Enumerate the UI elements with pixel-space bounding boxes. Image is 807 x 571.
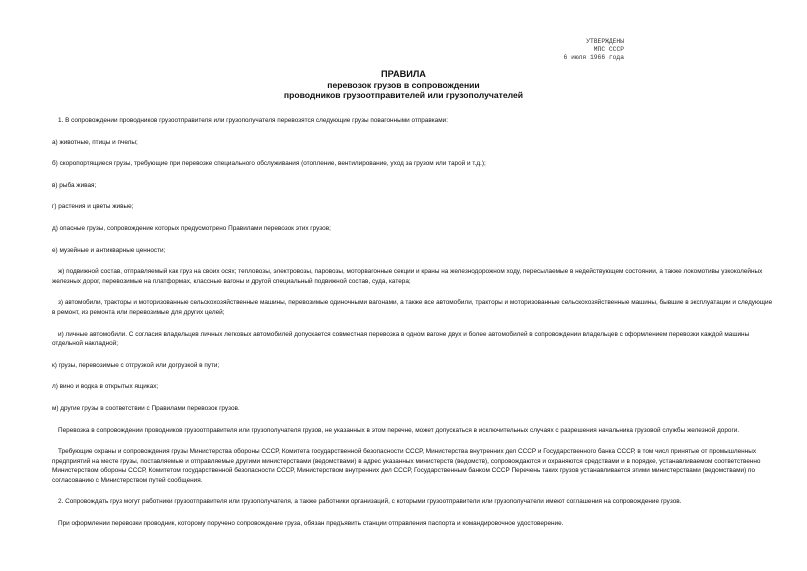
title-subtitle-2: проводников грузоотправителей или грузополучателей	[283, 90, 524, 100]
list-item-z: з) автомобили, тракторы и моторизованные сельскохозяйственные машины, перевозимые одиночными вагонами, а также все автомобили, тракторы и моторизованные сельскохозяйственные машины, бывшие в эксплуатации и следующие в ремонт, из ремонта или перевозимые для других целей;	[52, 299, 773, 316]
approval-line-ministry: МПС СССР	[593, 46, 624, 53]
title-subtitle-1: перевозок грузов в сопровождении	[327, 79, 480, 90]
paragraph-3: При оформлении перевозки проводник, которому поручено сопровождение груза, обязан предъявить станции отправления паспорта и командировочное удостоверение.	[58, 520, 564, 528]
title-rules: ПРАВИЛА	[381, 69, 426, 79]
list-item-a: а) животные, птицы и пчелы;	[52, 138, 138, 146]
paragraph-other-cargo: Перевозка в сопровождении проводников грузоотправителя или грузополучателя грузов, не указанных в этом перечне, может допускаться в исключительных случаях с разрешения начальника грузовой службы железной дороги.	[58, 426, 740, 434]
list-item-zh: ж) подвижной состав, отправляемый как груз на своих осях; тепловозы, электровозы, паровозы, моторвагонные секции и краны на железнодорожном ходу, пересылаемые в недействующем состоянии, а также локомотивы узкоколейных железных дорог, перевозимые на платформах, классные вагоны и другой специальный подвижной состав, суда, катера;	[52, 268, 763, 285]
document-body	[52, 116, 775, 541]
document-title	[0, 69, 807, 101]
paragraph-1: 1. В сопровождении проводников грузоотправителя или грузополучателя перевозятся следующие грузы повагонными отправками:	[58, 117, 448, 124]
list-item-m: м) другие грузы в соответствии с Правилами перевозок грузов.	[52, 404, 240, 412]
list-item-d: д) опасные грузы, сопровождение которых предусмотрено Правилами перевозок этих грузов;	[52, 224, 331, 232]
list-item-v: в) рыба живая;	[52, 181, 97, 189]
approval-line-approved: УТВЕРЖДЕНЫ	[586, 38, 624, 45]
list-item-k: к) грузы, перевозимые с отгрузкой или догрузкой в пути;	[52, 361, 220, 369]
paragraph-2: 2. Сопровождать груз могут работники грузоотправителя или грузополучателя, а также работники организаций, с которыми грузоотправители или грузополучатели имеют соглашения на сопровождение грузов.	[58, 498, 682, 506]
approval-stamp	[540, 38, 624, 62]
paragraph-guarded-cargo: Требующие охраны и сопровождения грузы Министерства обороны СССР, Комитета государственной безопасности СССР, Министерства внутренних дел СССР и Государственного банка СССР, в том числ принятые от промышленных предприятий на месте грузы, поставляемые и отправляемые другими министерствами (ведомствами) в адрес указанных министерств (ведомств), сопровождаются и охраняются средствами и в порядке, устанавливаемом соответственно Министерством обороны СССР, Комитетом государственной безопасности СССР, Министерством внутренних дел СССР, Государственным банком СССР Перечень таких грузов устанавливается этими министерствами (ведомствами) по согласованию с Министерством путей сообщения.	[52, 448, 761, 484]
list-item-b: б) скоропортящиеся грузы, требующие при перевозке специального обслуживания (отопление, вентилирование, уход за грузом или тарой и т.д.);	[52, 160, 486, 168]
approval-line-date: 6 июля 1966 года	[563, 54, 624, 61]
list-item-g: г) растения и цветы живые;	[52, 203, 134, 211]
list-item-l: л) вино и водка в открытых ящиках;	[52, 383, 159, 391]
list-item-e: е) музейные и антикварные ценности;	[52, 246, 166, 254]
list-item-i: и) личные автомобили. С согласия владельцев личных легковых автомобилей допускается совместная перевозка в одном вагоне двух и более автомобилей в сопровождении владельцев с оформлением перевозки каждой машины отдельной накладной;	[52, 330, 750, 348]
